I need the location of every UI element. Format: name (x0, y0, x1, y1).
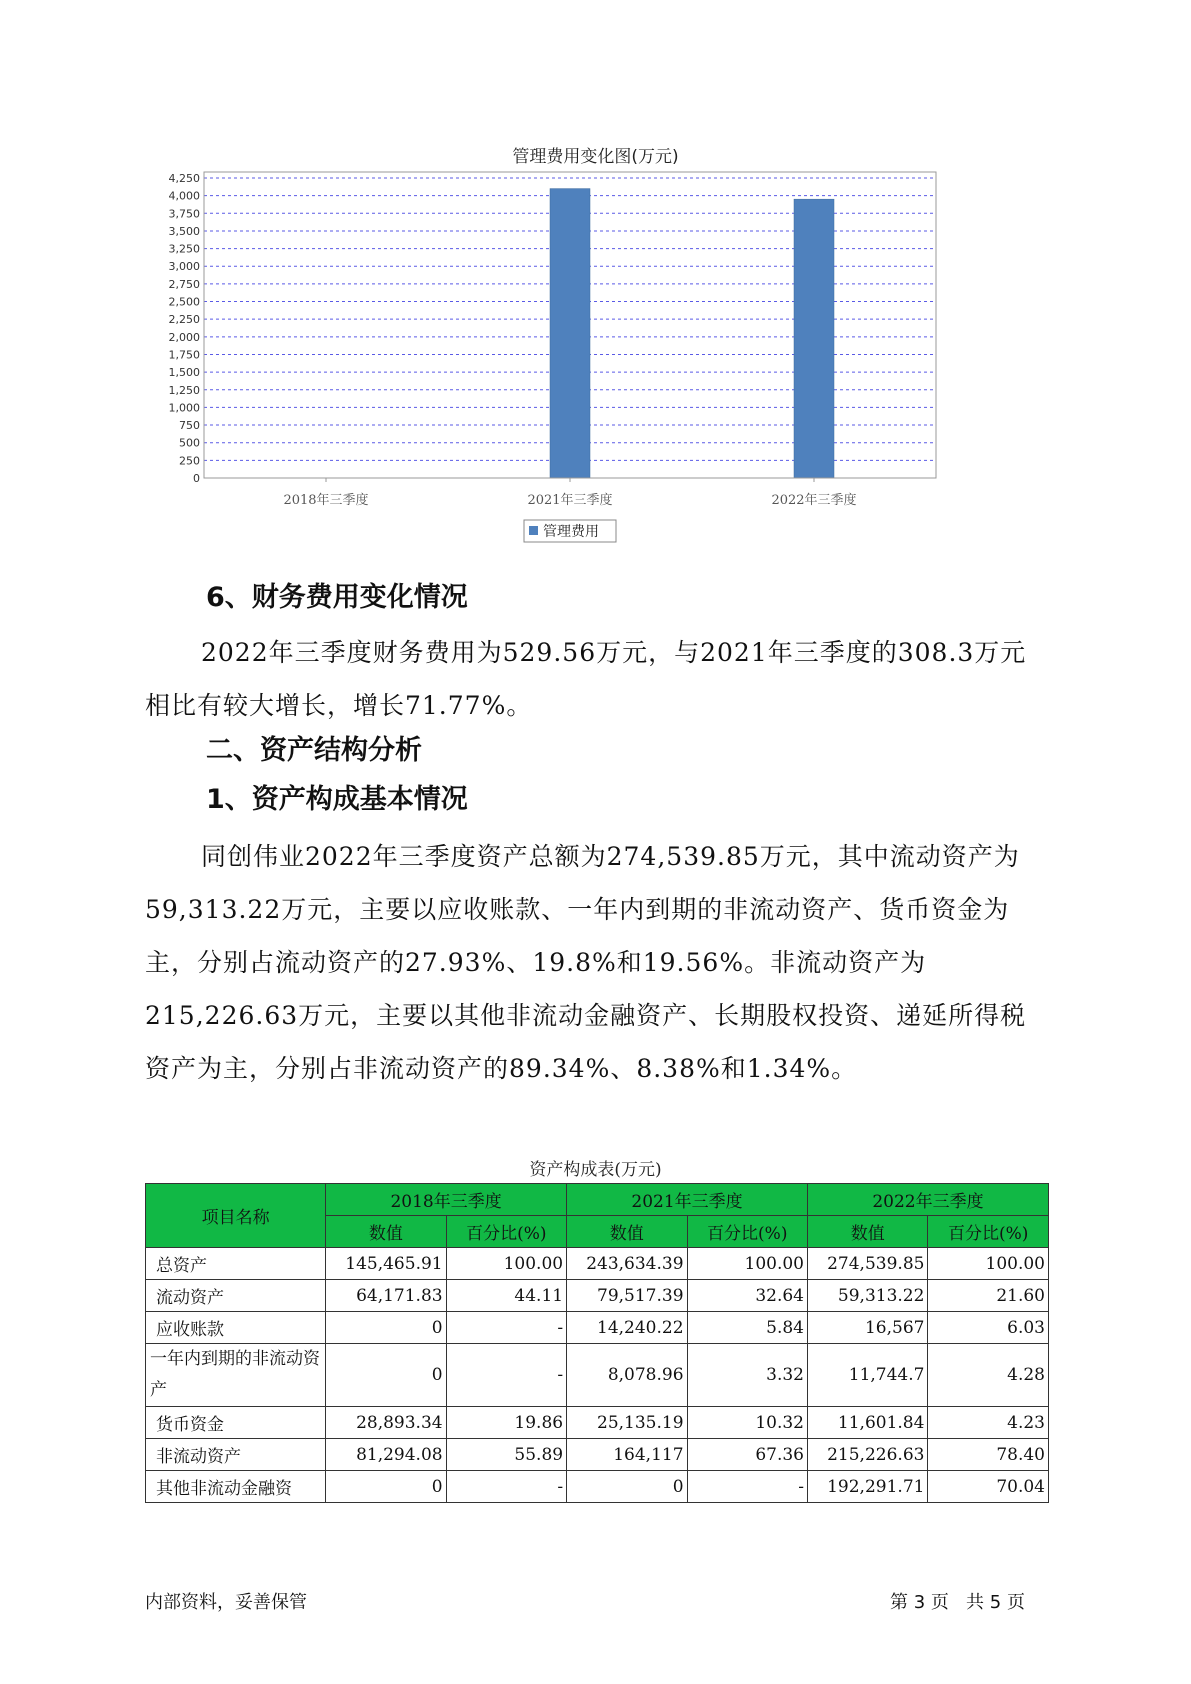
cell: 274,539.85 (808, 1248, 928, 1280)
y-tick-label: 3,250 (168, 242, 200, 256)
y-tick-label: 2,000 (168, 330, 200, 344)
chart-y-ticks (169, 172, 201, 485)
finance-expense-paragraph: 2022年三季度财务费用为529.56万元，与2021年三季度的308.3万元相比有较大增长，增长71.77%。 (145, 638, 1027, 720)
y-tick-label: 1,250 (168, 383, 200, 397)
cell: 32.64 (687, 1280, 807, 1312)
row-name: 应收账款 (146, 1312, 326, 1344)
cell: 78.40 (928, 1439, 1049, 1471)
section-heading-finance-expense: 6、财务费用变化情况 (206, 582, 468, 613)
chart-x-ticks (283, 478, 856, 508)
cell: 215,226.63 (808, 1439, 928, 1471)
cell: 67.36 (687, 1439, 807, 1471)
footer-confidential-note: 内部资料，妥善保管 (145, 1592, 307, 1613)
y-tick-label: 4,000 (168, 189, 200, 203)
header-period: 2022年三季度 (808, 1184, 1049, 1216)
footer-page-number: 第 3 页 共 5 页 (890, 1592, 1025, 1613)
management-expense-bar-chart (140, 170, 960, 580)
legend-label: 管理费用 (543, 524, 599, 540)
cell: 3.32 (687, 1344, 807, 1407)
row-name: 其他非流动金融资 (146, 1471, 326, 1503)
y-tick-label: 3,500 (168, 224, 200, 238)
cell: 164,117 (567, 1439, 687, 1471)
header-item-name: 项目名称 (146, 1184, 326, 1248)
asset-composition-table (145, 1183, 1049, 1503)
cell: 243,634.39 (567, 1248, 687, 1280)
table-row (146, 1439, 1049, 1471)
row-name: 非流动资产 (146, 1439, 326, 1471)
section-heading-asset-composition: 1、资产构成基本情况 (206, 784, 468, 815)
bar (794, 199, 834, 478)
cell: 11,744.7 (808, 1344, 928, 1407)
y-tick-label: 250 (179, 454, 200, 468)
y-tick-label: 1,000 (168, 401, 200, 415)
table-row (146, 1471, 1049, 1503)
y-tick-label: 500 (179, 436, 200, 450)
table-row (146, 1407, 1049, 1439)
cell: 59,313.22 (808, 1280, 928, 1312)
cell: 0 (326, 1471, 446, 1503)
cell: 81,294.08 (326, 1439, 446, 1471)
cell: - (446, 1312, 566, 1344)
cell: 21.60 (928, 1280, 1049, 1312)
cell: 0 (326, 1312, 446, 1344)
bar (550, 189, 590, 478)
header-percent: 百分比(%) (928, 1216, 1049, 1248)
cell: 55.89 (446, 1439, 566, 1471)
row-name: 一年内到期的非流动资产 (146, 1344, 326, 1407)
cell: 70.04 (928, 1471, 1049, 1503)
cell: 44.11 (446, 1280, 566, 1312)
table-row (146, 1312, 1049, 1344)
table-row (146, 1280, 1049, 1312)
cell: 14,240.22 (567, 1312, 687, 1344)
cell: 100.00 (687, 1248, 807, 1280)
cell: 100.00 (446, 1248, 566, 1280)
row-name: 货币资金 (146, 1407, 326, 1439)
header-percent: 百分比(%) (446, 1216, 566, 1248)
asset-composition-paragraph: 同创伟业2022年三季度资产总额为274,539.85万元，其中流动资产为59,313.22万元，主要以应收账款、一年内到期的非流动资产、货币资金为主，分别占流动资产的27.93%、19.8%和19.56%。非流动资产为215,226.63万元，主要以其他非流动金融资产、长期股权投资、递延所得税资产为主，分别占非流动资产的89.34%、8.38%和1.34%。 (145, 842, 1027, 1083)
cell: 145,465.91 (326, 1248, 446, 1280)
header-percent: 百分比(%) (687, 1216, 807, 1248)
cell: 10.32 (687, 1407, 807, 1439)
y-tick-label: 2,500 (168, 295, 200, 309)
y-tick-label: 4,250 (168, 172, 200, 185)
y-tick-label: 0 (193, 472, 200, 485)
legend-swatch (529, 526, 538, 535)
cell: 192,291.71 (808, 1471, 928, 1503)
chart-legend (524, 520, 616, 542)
cell: - (446, 1344, 566, 1407)
x-tick-label: 2022年三季度 (771, 493, 857, 508)
y-tick-label: 3,750 (168, 207, 200, 221)
y-tick-label: 2,750 (168, 277, 200, 291)
cell: 4.28 (928, 1344, 1049, 1407)
cell: - (687, 1471, 807, 1503)
header-value: 数值 (326, 1216, 446, 1248)
cell: - (446, 1471, 566, 1503)
y-tick-label: 3,000 (168, 260, 200, 274)
table-caption: 资产构成表(万元) (529, 1160, 662, 1180)
y-tick-label: 750 (179, 419, 200, 433)
cell: 4.23 (928, 1407, 1049, 1439)
y-tick-label: 2,250 (168, 313, 200, 327)
cell: 16,567 (808, 1312, 928, 1344)
cell: 64,171.83 (326, 1280, 446, 1312)
header-period: 2021年三季度 (567, 1184, 808, 1216)
cell: 8,078.96 (567, 1344, 687, 1407)
cell: 19.86 (446, 1407, 566, 1439)
cell: 11,601.84 (808, 1407, 928, 1439)
table-row (146, 1248, 1049, 1280)
cell: 0 (567, 1471, 687, 1503)
table-row (146, 1344, 1049, 1407)
x-tick-label: 2021年三季度 (527, 493, 613, 508)
cell: 6.03 (928, 1312, 1049, 1344)
cell: 28,893.34 (326, 1407, 446, 1439)
header-period: 2018年三季度 (326, 1184, 567, 1216)
x-tick-label: 2018年三季度 (283, 493, 369, 508)
row-name: 总资产 (146, 1248, 326, 1280)
row-name: 流动资产 (146, 1280, 326, 1312)
cell: 79,517.39 (567, 1280, 687, 1312)
chart-title: 管理费用变化图(万元) (512, 147, 679, 167)
cell: 100.00 (928, 1248, 1049, 1280)
y-tick-label: 1,500 (168, 366, 200, 380)
cell: 0 (326, 1344, 446, 1407)
header-value: 数值 (808, 1216, 928, 1248)
y-tick-label: 1,750 (168, 348, 200, 362)
cell: 5.84 (687, 1312, 807, 1344)
cell: 25,135.19 (567, 1407, 687, 1439)
chart-bars (550, 189, 834, 478)
section-heading-asset-structure: 二、资产结构分析 (206, 735, 422, 766)
header-value: 数值 (567, 1216, 687, 1248)
